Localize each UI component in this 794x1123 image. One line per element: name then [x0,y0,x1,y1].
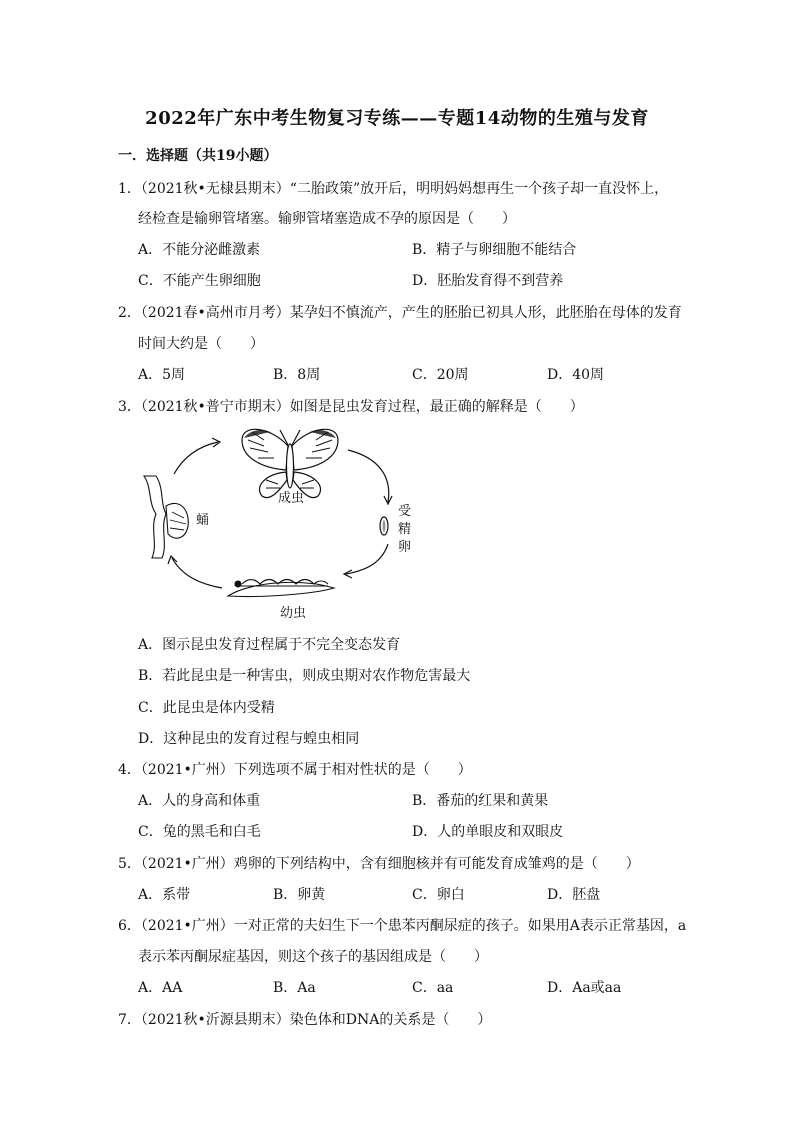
pupa-label: 蛹 [196,513,210,528]
question-6-option-b: B．Aa [273,980,316,996]
question-2-option-a: A．5周 [138,367,186,383]
question-5-option-b: B．卵黄 [273,887,326,903]
question-3-option-c: C．此昆虫是体内受精 [138,700,275,716]
egg-label-1: 受 [398,504,412,519]
question-4-option-a: A．人的身高和体重 [138,793,261,809]
arrow-adult-to-egg [348,450,389,502]
question-1-stem-cont: 经检查是输卵管堵塞。输卵管堵塞造成不孕的原因是（ ） [138,211,516,227]
question-6-option-d: D．Aa或aa [547,980,622,996]
question-2-option-b: B．8周 [273,367,321,383]
arrow-larva-to-pupa [172,558,222,588]
butterfly-adult-figure [242,429,338,497]
section-heading: 一．选择题（共19小题） [118,148,278,164]
larva-label: 幼虫 [280,606,307,621]
egg-label-2: 精 [398,522,412,537]
question-4-option-b: B．番茄的红果和黄果 [412,793,549,809]
question-1-option-c: C．不能产生卵细胞 [138,273,261,289]
question-3-option-a: A．图示昆虫发育过程属于不完全变态发育 [138,637,401,653]
question-6-stem-cont: 表示苯丙酮尿症基因，则这个孩子的基因组成是（ ） [138,949,488,965]
question-1-option-d: D．胚胎发育得不到营养 [412,273,564,289]
question-1-option-a: A．不能分泌雌激素 [138,242,261,258]
question-5-option-c: C．卵白 [412,887,465,903]
arrow-egg-to-larva [346,544,388,574]
question-6-option-a: A．AA [138,980,183,996]
question-2-stem: 2．（2021春•高州市月考）某孕妇不慎流产，产生的胚胎已初具人形，此胚胎在母体的发育 [118,305,682,321]
question-5-option-d: D．胚盘 [547,887,601,903]
question-4-stem: 4．（2021•广州）下列选项不属于相对性状的是（ ） [118,762,472,778]
adult-label: 成虫 [278,491,305,506]
question-7-stem: 7．（2021秋•沂源县期末）染色体和DNA的关系是（ ） [118,1012,492,1028]
page-title: 2022年广东中考生物复习专练——专题14动物的生殖与发育 [145,108,649,129]
egg-label-3: 卵 [398,540,412,555]
question-1-stem: 1．（2021秋•无棣县期末）“二胎政策”放开后，明明妈妈想再生一个孩子却一直没怀上， [118,181,669,197]
question-4-option-c: C．兔的黑毛和白毛 [138,824,261,840]
pupa-on-branch-figure [144,476,188,558]
question-2-stem-cont: 时间大约是（ ） [138,336,264,352]
question-2-option-c: C．20周 [412,367,469,383]
question-2-option-d: D．40周 [547,367,605,383]
question-6-stem: 6．（2021•广州）一对正常的夫妇生下一个患苯丙酮尿症的孩子。如果用A表示正常基因，a [118,918,687,934]
insect-life-cycle-diagram [130,418,430,623]
caterpillar-larva-figure [228,580,334,597]
question-1-option-b: B．精子与卵细胞不能结合 [412,242,577,258]
question-3-option-b: B．若此昆虫是一种害虫，则成虫期对农作物危害最大 [138,668,471,684]
arrow-pupa-to-adult [174,442,218,474]
question-3-stem: 3．（2021秋•普宁市期末）如图是昆虫发育过程，最正确的解释是（ ） [118,399,584,415]
question-5-stem: 5．（2021•广州）鸡卵的下列结构中，含有细胞核并有可能发育成雏鸡的是（ ） [118,856,640,872]
question-6-option-c: C．aa [412,980,454,996]
question-4-option-d: D．人的单眼皮和双眼皮 [412,824,564,840]
question-5-option-a: A．系带 [138,887,191,903]
egg-figure [380,517,388,535]
question-3-option-d: D．这种昆虫的发育过程与蝗虫相同 [138,731,360,747]
